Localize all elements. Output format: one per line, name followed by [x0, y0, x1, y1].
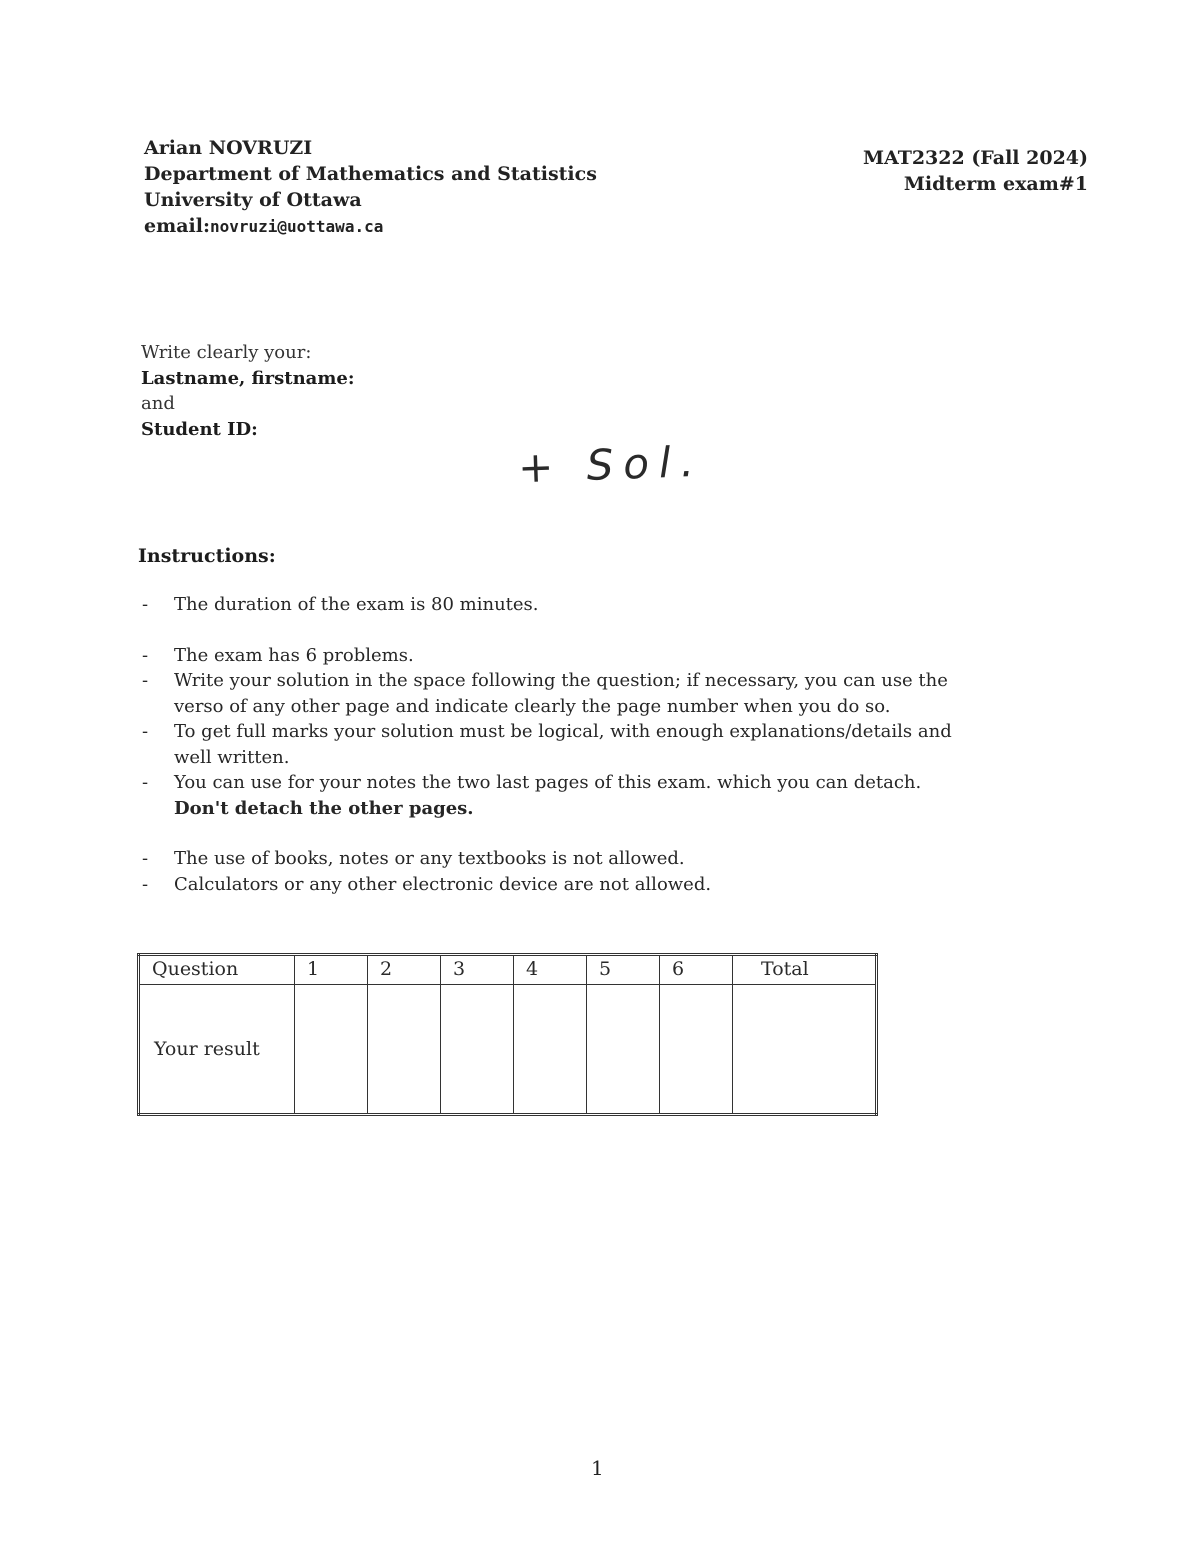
- score-table-header-row: [139, 955, 877, 985]
- question-header-cell: Question: [139, 955, 295, 985]
- dash-bullet: -: [142, 721, 149, 742]
- dash-bullet: -: [142, 848, 149, 869]
- instructions-list: [142, 592, 962, 897]
- handwritten-note: + Sol.: [517, 436, 705, 493]
- result-cell: [295, 985, 368, 1115]
- exam-title: Midterm exam#1: [903, 173, 1088, 195]
- instruction-item: - Write your solution in the space following the question; if necessary, you can use the verso of any other page and indicate clearly the page number when you do so.: [142, 670, 948, 717]
- question-number-cell: 1: [295, 955, 368, 985]
- instructions-heading: Instructions:: [138, 545, 276, 567]
- dash-bullet: -: [142, 873, 149, 895]
- dash-bullet: -: [142, 594, 149, 615]
- email-label: email:: [144, 215, 210, 237]
- dash-bullet: -: [142, 772, 149, 793]
- course-code: MAT2322 (Fall 2024): [862, 147, 1088, 169]
- student-and: and: [141, 393, 175, 414]
- instruction-item: - To get full marks your solution must be logical, with enough explanations/details and well written.: [142, 721, 952, 768]
- author-name: Arian NOVRUZI: [144, 137, 313, 159]
- question-number-cell: 6: [660, 955, 733, 985]
- result-label-cell: Your result: [139, 985, 295, 1115]
- score-table: [137, 953, 878, 1116]
- author-university: University of Ottawa: [144, 189, 362, 211]
- instruction-item: - You can use for your notes the two last pages of this exam. which you can detach. Don't detach the other pages.: [142, 770, 962, 821]
- result-cell: [660, 985, 733, 1115]
- bold-note: Don't detach the other pages.: [174, 797, 474, 819]
- dash-bullet: -: [142, 644, 149, 666]
- dash-bullet: -: [142, 670, 149, 691]
- student-name-label: Lastname, firstname:: [141, 367, 355, 389]
- student-info-block: [141, 340, 354, 442]
- total-header-cell: Total: [733, 955, 877, 985]
- email-value: novruzi@uottawa.ca: [209, 217, 384, 236]
- student-id-label: Student ID:: [141, 418, 258, 440]
- question-number-cell: 4: [514, 955, 587, 985]
- total-result-cell: [733, 985, 877, 1115]
- result-cell: [514, 985, 587, 1115]
- instruction-item: - The exam has 6 problems.: [142, 643, 962, 669]
- instruction-item: - Calculators or any other electronic device are not allowed.: [142, 872, 962, 898]
- score-table-result-row: [139, 985, 877, 1115]
- author-department: Department of Mathematics and Statistics: [144, 163, 597, 185]
- result-cell: [587, 985, 660, 1115]
- result-cell: [368, 985, 441, 1115]
- instruction-item: - The use of books, notes or any textbooks is not allowed.: [142, 846, 962, 872]
- page-number: 1: [591, 1456, 604, 1480]
- author-email: [144, 213, 597, 240]
- question-number-cell: 2: [368, 955, 441, 985]
- instruction-item: - The duration of the exam is 80 minutes.: [142, 592, 962, 618]
- author-block: [144, 135, 597, 240]
- course-block: [863, 145, 1088, 197]
- student-prompt: Write clearly your:: [141, 342, 312, 363]
- question-number-cell: 3: [441, 955, 514, 985]
- question-number-cell: 5: [587, 955, 660, 985]
- result-cell: [441, 985, 514, 1115]
